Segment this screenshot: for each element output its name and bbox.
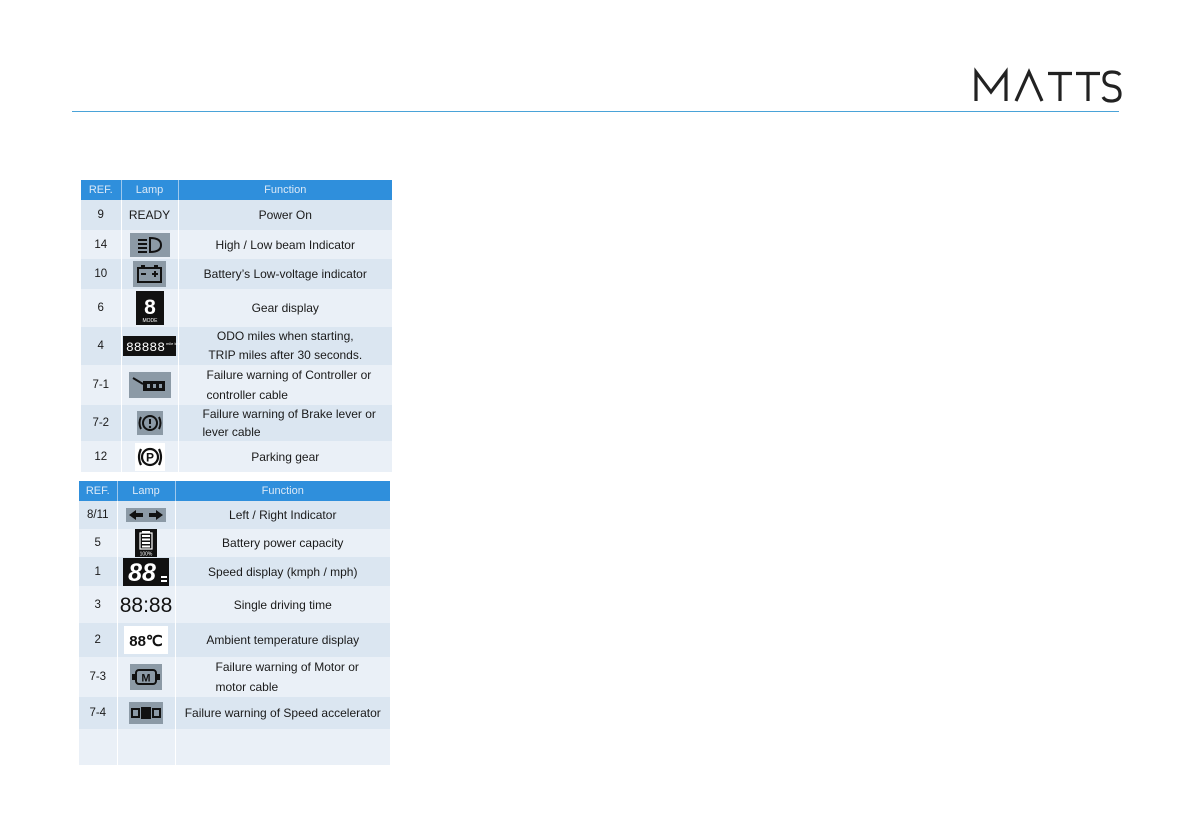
gear-mode-text: MODE — [142, 318, 157, 324]
lamp-table-1 — [81, 180, 392, 472]
ref-cell: 7-3 — [79, 657, 117, 697]
function-cell: Failure warning of Speed accelerator — [175, 697, 390, 729]
function-cell: Ambient temperature display — [175, 623, 390, 657]
table-row — [81, 405, 392, 441]
turn-signal-arrows-icon — [126, 508, 166, 522]
table-row — [81, 327, 392, 365]
function-cell: Power On — [178, 200, 392, 230]
ref-cell: 6 — [81, 289, 121, 327]
function-line-1: Failure warning of Motor or — [215, 660, 359, 674]
table-row — [81, 230, 392, 259]
function-cell: High / Low beam Indicator — [178, 230, 392, 259]
header-ref: REF. — [81, 180, 121, 200]
table-header-row — [79, 481, 390, 501]
ref-cell: 4 — [81, 327, 121, 365]
header-lamp: Lamp — [121, 180, 178, 200]
function-cell: Gear display — [178, 289, 392, 327]
header-function: Function — [178, 180, 392, 200]
header-rule — [72, 111, 1119, 112]
function-cell: Battery’s Low-voltage indicator — [178, 259, 392, 289]
lamp-ready-text: READY — [121, 200, 178, 230]
function-line-2: controller cable — [206, 388, 288, 402]
odometer-display-icon — [123, 336, 180, 356]
table-row — [79, 586, 390, 623]
temperature-display-icon — [124, 626, 168, 654]
lamp-table-2 — [79, 481, 390, 765]
table-row — [81, 365, 392, 405]
speed-digits-icon — [123, 558, 169, 586]
function-cell: Left / Right Indicator — [175, 501, 390, 529]
function-line-1: ODO miles when starting, — [216, 329, 354, 343]
table-row — [79, 501, 390, 529]
ref-cell: 3 — [79, 586, 117, 623]
accelerator-fault-icon — [129, 702, 163, 724]
odometer-unit-text: mile km — [166, 341, 180, 346]
table-row — [79, 657, 390, 697]
motor-letter-text: M — [141, 672, 151, 685]
table-row — [79, 623, 390, 657]
ref-cell: 7-2 — [81, 405, 121, 441]
ref-cell: 10 — [81, 259, 121, 289]
table-row — [81, 200, 392, 230]
function-line-1: Failure warning of Brake lever or — [202, 407, 376, 421]
speed-digits-text: 88 — [128, 558, 156, 587]
function-line-1: Failure warning of Controller or — [206, 368, 372, 382]
brake-warning-icon — [137, 411, 163, 435]
matts-logo — [972, 66, 1122, 106]
clock-digits-icon — [119, 593, 173, 617]
table-row — [79, 557, 390, 586]
svg-text:P: P — [145, 450, 154, 464]
table-row — [79, 697, 390, 729]
lamp-cell — [117, 729, 175, 765]
table-row — [81, 441, 392, 472]
gear-digit-text: 8 — [143, 296, 156, 319]
table-row — [81, 259, 392, 289]
motor-fault-icon — [130, 664, 162, 690]
ref-cell: 12 — [81, 441, 121, 472]
function-line-2: TRIP miles after 30 seconds. — [208, 348, 363, 362]
ref-cell: 2 — [79, 623, 117, 657]
parking-icon — [135, 443, 165, 471]
ref-cell — [79, 729, 117, 765]
ref-cell: 9 — [81, 200, 121, 230]
header-lamp: Lamp — [117, 481, 175, 501]
controller-fault-icon — [129, 372, 171, 398]
table-row — [79, 529, 390, 557]
function-cell: Single driving time — [175, 586, 390, 623]
battery-percent-text: 100% — [139, 551, 153, 558]
gear-digit-icon — [136, 291, 164, 325]
table-header-row — [81, 180, 392, 200]
temperature-text: 88℃ — [129, 633, 163, 650]
function-cell: Parking gear — [178, 441, 392, 472]
ref-cell: 1 — [79, 557, 117, 586]
function-cell — [175, 729, 390, 765]
clock-digits-text: 88:88 — [119, 593, 173, 617]
ref-cell: 7-4 — [79, 697, 117, 729]
ref-cell: 14 — [81, 230, 121, 259]
function-cell: Speed display (kmph / mph) — [175, 557, 390, 586]
battery-low-voltage-icon — [133, 261, 166, 287]
table-row — [79, 729, 390, 765]
function-line-2: lever cable — [202, 425, 261, 439]
ref-cell: 8/11 — [79, 501, 117, 529]
header-ref: REF. — [79, 481, 117, 501]
function-cell: Battery power capacity — [175, 529, 390, 557]
ref-cell: 5 — [79, 529, 117, 557]
function-line-2: motor cable — [215, 680, 279, 694]
header-function: Function — [175, 481, 390, 501]
odometer-digits-text: 88888 — [126, 340, 166, 355]
table-row — [81, 289, 392, 327]
battery-capacity-icon — [135, 529, 157, 557]
headlight-beam-icon — [130, 233, 170, 257]
ref-cell: 7-1 — [81, 365, 121, 405]
